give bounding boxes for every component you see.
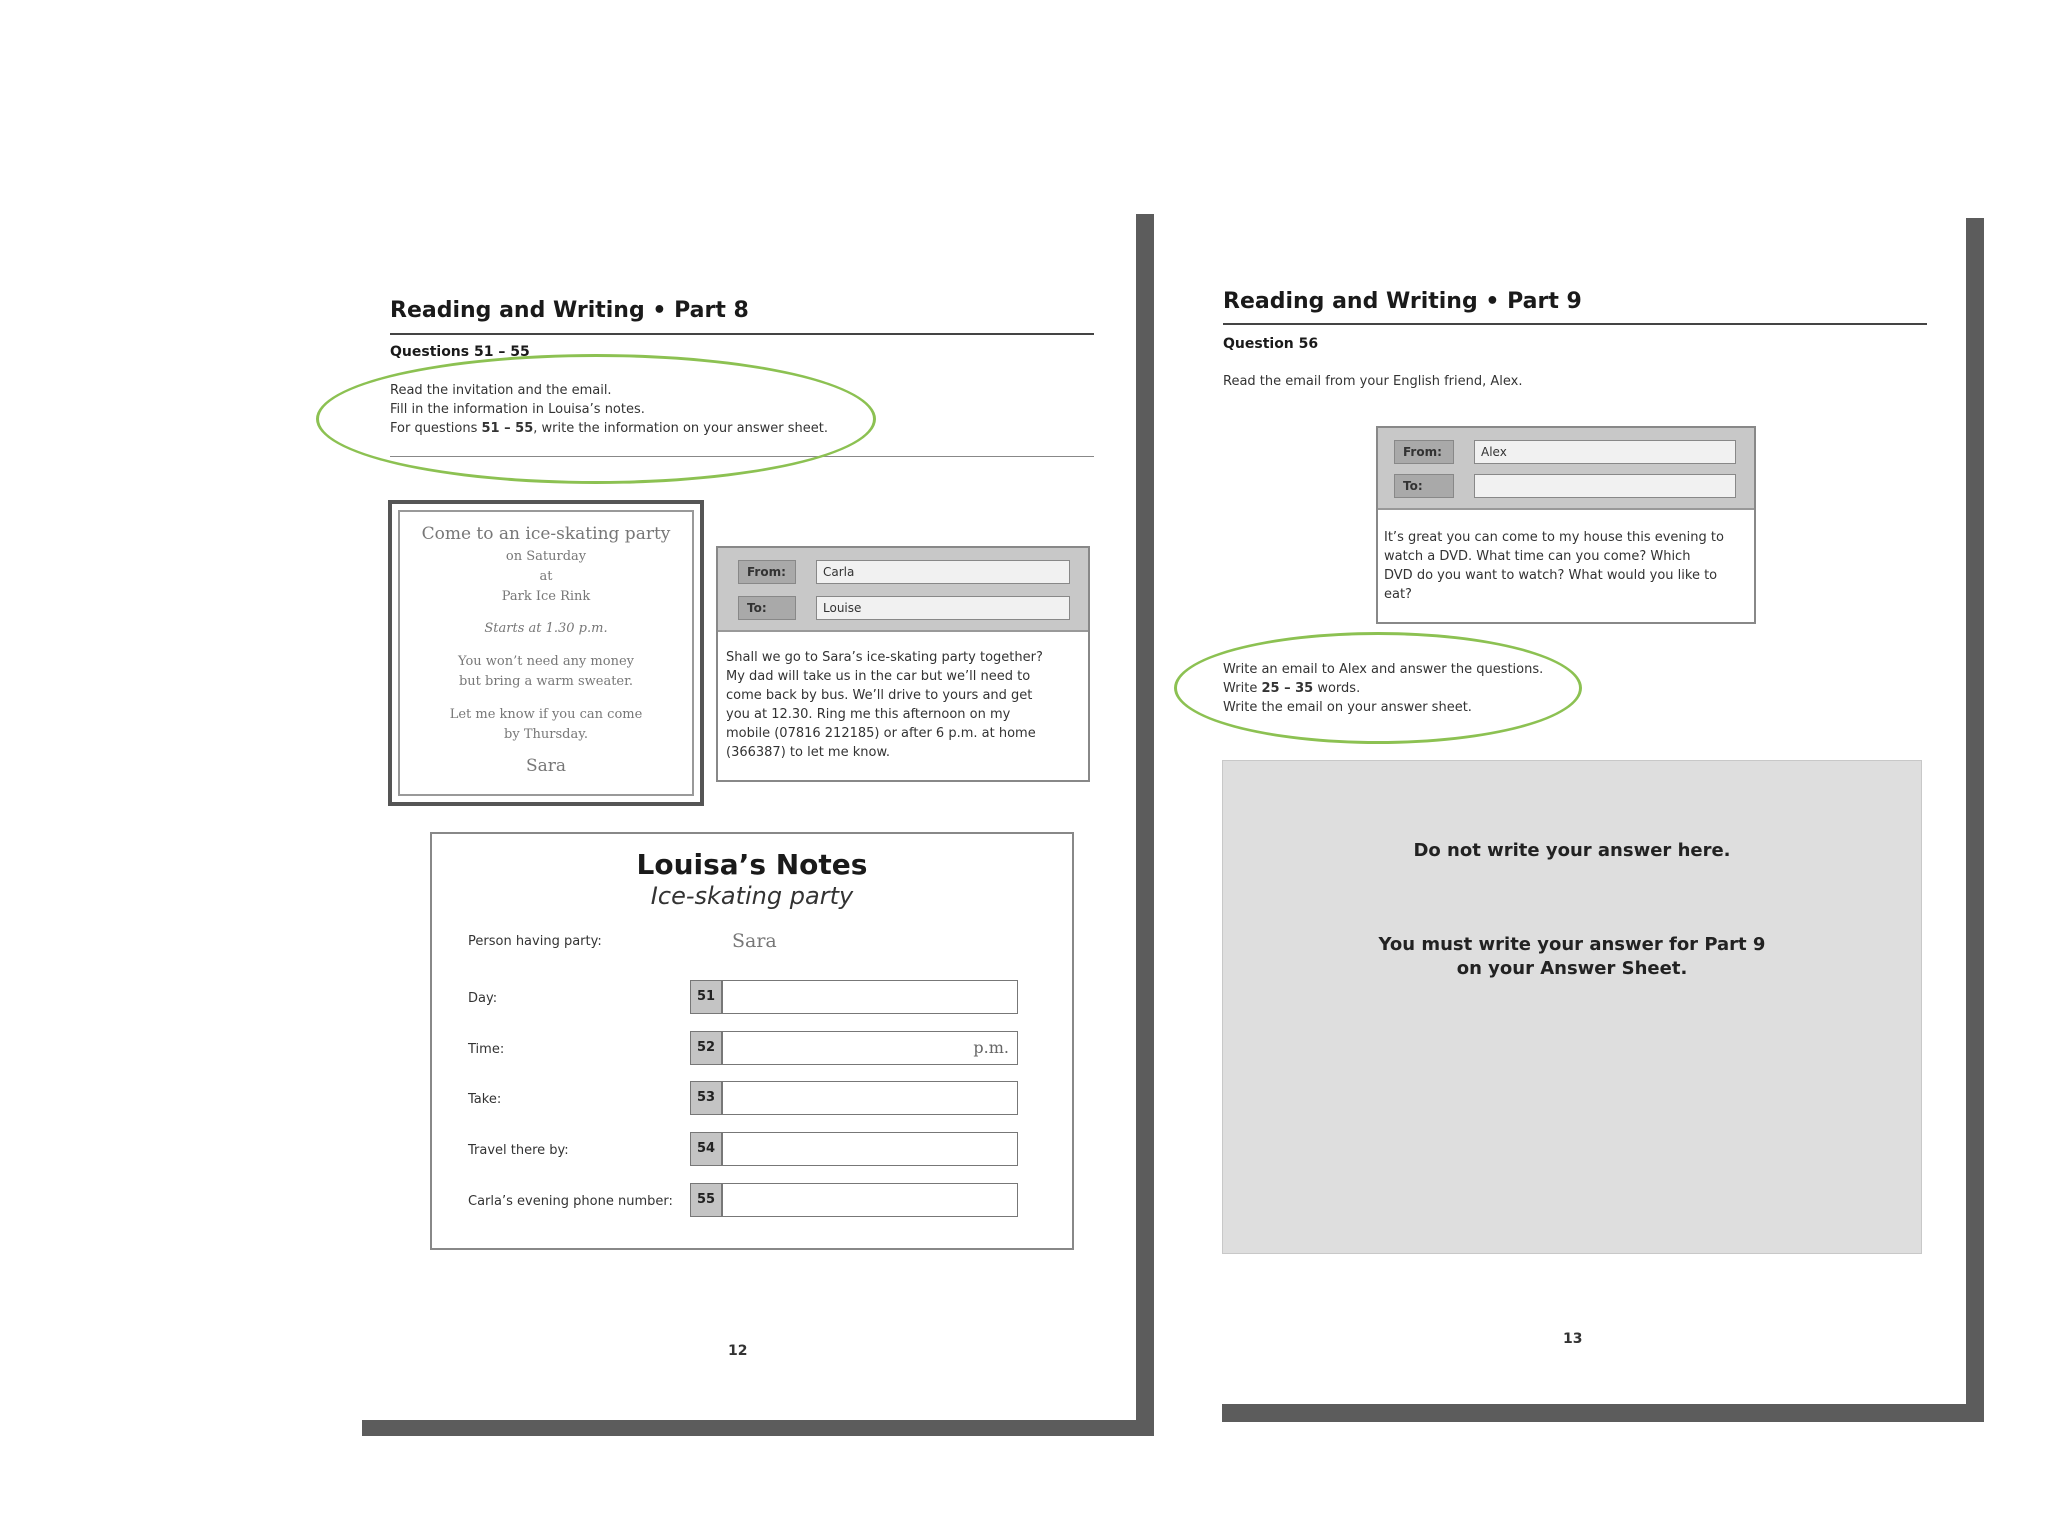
to-label: To: xyxy=(1394,474,1454,498)
page-number-left: 12 xyxy=(728,1343,748,1359)
email-body-line: eat? xyxy=(1384,587,1412,602)
answer-field-55[interactable] xyxy=(722,1183,1018,1217)
to-field xyxy=(1474,474,1736,498)
email-body-line: It’s great you can come to my house this evening to xyxy=(1384,530,1724,545)
instruction-bold: 25 – 35 xyxy=(1261,681,1314,696)
email-body-line: come back by bus. We’ll drive to yours and get xyxy=(726,688,1033,703)
instruction-line: Fill in the information in Louisa’s notes. xyxy=(390,402,645,417)
invitation-signature: Sara xyxy=(525,756,567,776)
invitation-line: but bring a warm sweater. xyxy=(458,674,634,689)
from-label: From: xyxy=(1394,440,1454,464)
left-page-heading: Reading and Writing • Part 8 xyxy=(390,298,749,323)
answer-field-53[interactable] xyxy=(722,1081,1018,1115)
person-answer: Sara xyxy=(732,930,777,952)
instruction-text: Write xyxy=(1223,681,1262,696)
email-body-line: you at 12.30. Ring me this afternoon on my xyxy=(726,707,1011,722)
alex-email xyxy=(1376,426,1756,624)
email-body-line: My dad will take us in the car but we’ll need to xyxy=(726,669,1031,684)
right-page-shadow-bottom xyxy=(1222,1404,1984,1422)
notes-row-label: Take: xyxy=(468,1092,502,1107)
right-page-shadow-right xyxy=(1966,218,1984,1422)
instruction-line: Write an email to Alex and answer the questions. xyxy=(1223,662,1544,677)
answer-sheet-text: You must write your answer for Part 9 xyxy=(1378,934,1766,955)
question-label: Question 56 xyxy=(1223,336,1319,352)
notes-row-label: Day: xyxy=(468,991,498,1006)
invitation-inner-border xyxy=(398,510,694,796)
instruction-line: Read the invitation and the email. xyxy=(390,383,612,398)
notes-row-label: Time: xyxy=(468,1042,505,1057)
from-field: Carla xyxy=(816,560,1070,584)
email-body-line: Shall we go to Sara’s ice-skating party together? xyxy=(726,650,1043,665)
instruction-bold: 51 – 55 xyxy=(481,421,534,436)
answer-sheet-text: on your Answer Sheet. xyxy=(1456,958,1688,979)
email-body-line: mobile (07816 212185) or after 6 p.m. at home xyxy=(726,726,1036,741)
email-body-line: watch a DVD. What time can you come? Which xyxy=(1384,549,1691,564)
right-heading-rule xyxy=(1223,323,1927,325)
right-page-heading: Reading and Writing • Part 9 xyxy=(1223,289,1582,314)
instruction-text: , write the information on your answer sheet. xyxy=(533,421,828,436)
email-body-line: DVD do you want to watch? What would you like to xyxy=(1384,568,1718,583)
answer-field-54[interactable] xyxy=(722,1132,1018,1166)
louisas-notes xyxy=(430,832,1074,1250)
highlight-ellipse xyxy=(1174,632,1582,744)
person-label: Person having party: xyxy=(468,934,602,949)
invitation-card xyxy=(388,500,704,806)
left-page-shadow-bottom xyxy=(362,1420,1154,1436)
notes-row-label: Travel there by: xyxy=(468,1143,569,1158)
email-body xyxy=(726,648,1082,762)
intro-text: Read the email from your English friend, Alex. xyxy=(1223,374,1523,389)
answer-field-52[interactable] xyxy=(722,1031,1018,1065)
invitation-line: at xyxy=(539,569,553,584)
question-number: 55 xyxy=(690,1183,722,1217)
from-field: Alex xyxy=(1474,440,1736,464)
question-number: 54 xyxy=(690,1132,722,1166)
instruction-line: Write the email on your answer sheet. xyxy=(1223,700,1472,715)
notes-row-label: Carla’s evening phone number: xyxy=(468,1194,673,1209)
invitation-line: on Saturday xyxy=(505,549,587,564)
instruction-text: For questions xyxy=(390,421,482,436)
invitation-line: by Thursday. xyxy=(504,727,588,742)
notes-subtitle: Ice-skating party xyxy=(650,882,854,910)
questions-label: Questions 51 – 55 xyxy=(390,344,530,360)
invitation-line: Starts at 1.30 p.m. xyxy=(484,621,608,636)
question-number: 53 xyxy=(690,1081,722,1115)
invitation-line: You won’t need any money xyxy=(458,654,634,669)
invitation-line: Park Ice Rink xyxy=(501,589,591,604)
carla-email xyxy=(716,546,1090,782)
highlight-ellipse xyxy=(316,354,876,484)
left-heading-rule xyxy=(390,333,1094,335)
page-number-right: 13 xyxy=(1563,1331,1583,1347)
from-label: From: xyxy=(738,560,796,584)
field-suffix: p.m. xyxy=(973,1038,1009,1057)
do-not-write-text: Do not write your answer here. xyxy=(1413,840,1731,861)
email-body xyxy=(1384,528,1748,604)
invitation-line: Let me know if you can come xyxy=(449,707,643,722)
question-number: 51 xyxy=(690,980,722,1014)
email-body-line: (366387) to let me know. xyxy=(726,745,891,760)
question-number: 52 xyxy=(690,1031,722,1065)
do-not-write-panel xyxy=(1222,760,1922,1254)
answer-field-51[interactable] xyxy=(722,980,1018,1014)
invitation-headline: Come to an ice-skating party xyxy=(421,524,671,544)
notes-title: Louisa’s Notes xyxy=(636,848,868,881)
instruction-text: words. xyxy=(1313,681,1361,696)
to-field: Louise xyxy=(816,596,1070,620)
to-label: To: xyxy=(738,596,796,620)
left-page-shadow-right xyxy=(1136,214,1154,1436)
